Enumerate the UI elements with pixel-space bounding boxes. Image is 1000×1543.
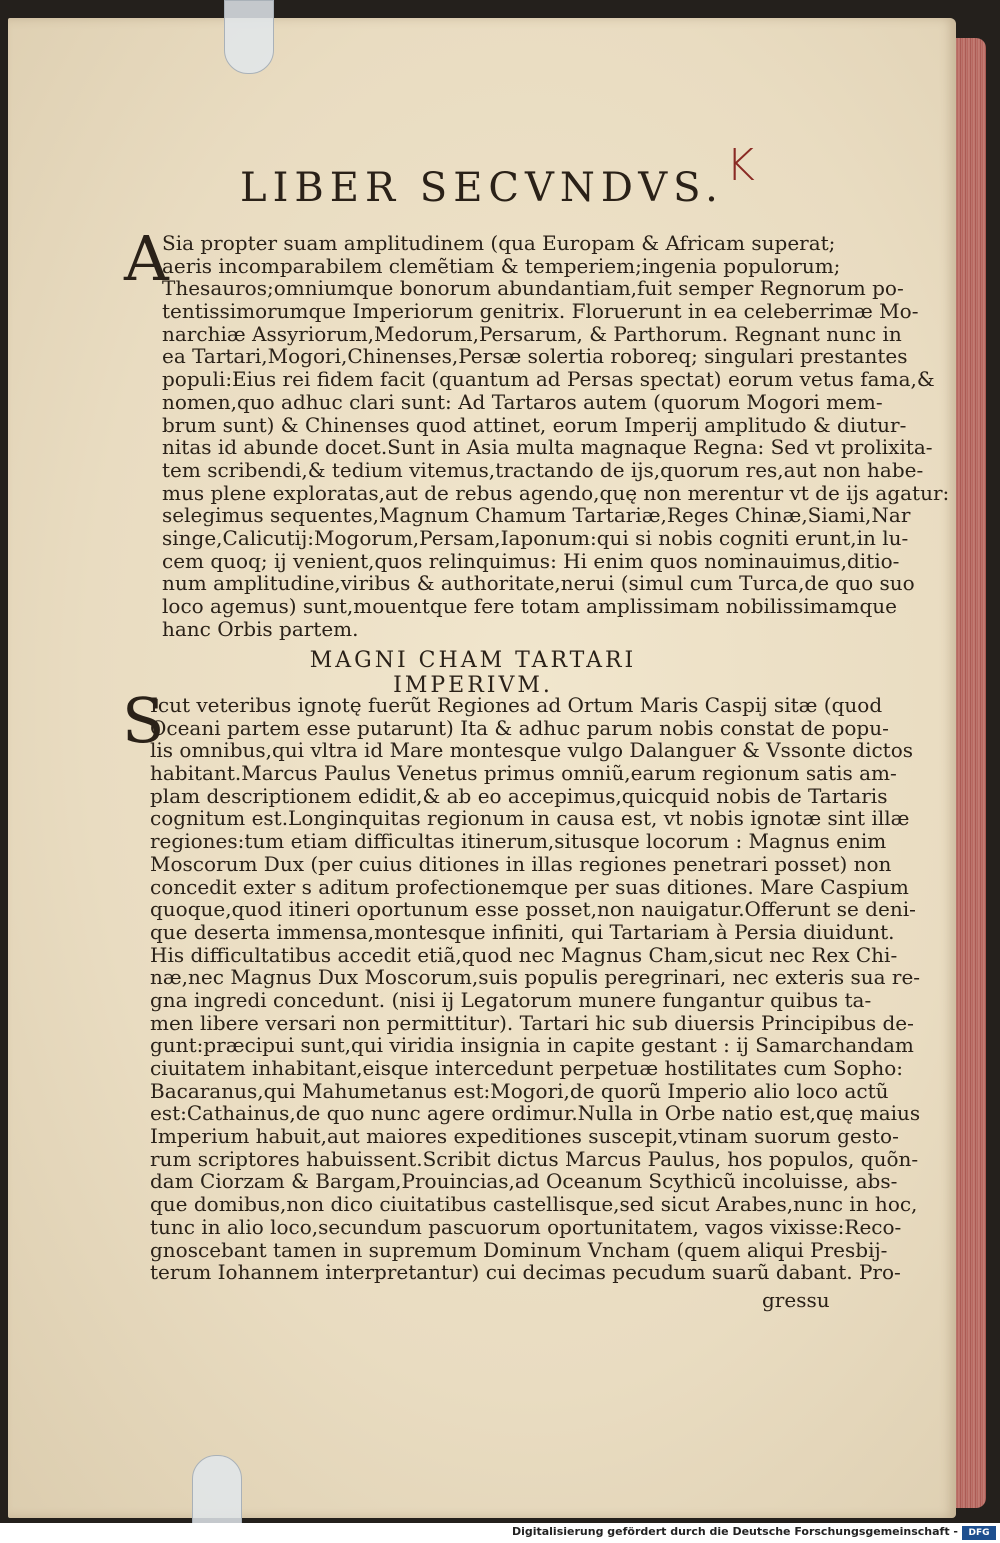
text-line: nomen,quo adhuc clari sunt: Ad Tartaros autem (quorum Mogori mem- xyxy=(162,389,883,414)
text-line: rum scriptores habuissent.Scribit dictus Marcus Paulus, hos populos, quõn- xyxy=(150,1146,919,1171)
text-line: narchiæ Assyriorum,Medorum,Persarum, & Parthorum. Regnant nunc in xyxy=(162,321,902,346)
text-line: nitas id abunde docet.Sunt in Asia multa magnaque Regna: Sed vt prolixita- xyxy=(162,435,933,460)
text-line: populi:Eius rei fidem facit (quantum ad Persas spectat) eorum vetus fama,& xyxy=(162,367,935,392)
text-line: habitant.Marcus Paulus Venetus primus omniũ,earum regionum satis am- xyxy=(150,761,897,786)
text-line: tentissimorumque Imperiorum genitrix. Floruerunt in ea celeberrimæ Mo- xyxy=(162,299,919,324)
chapter-title: LIBER SECVNDVS. xyxy=(240,165,724,211)
text-line: que deserta immensa,montesque infiniti, qui Tartariam à Persia diuidunt. xyxy=(150,919,895,944)
text-line: que domibus,non dico ciuitatibus castellisque,sed sicut Arabes,nunc in hoc, xyxy=(150,1192,918,1217)
text-line: terum Iohannem interpretantur) cui decimas pecudum suarũ dabant. Pro- xyxy=(150,1260,901,1285)
drop-cap-initial: A xyxy=(124,222,169,295)
text-line: Bacaranus,qui Mahumetanus est:Mogori,de quorũ Imperio alio loco actũ xyxy=(150,1078,889,1103)
text-line: Oceani partem esse putarunt) Ita & adhuc parum nobis constat de popu- xyxy=(150,715,889,740)
section-heading: MAGNI CHAM TARTARI IMPERIVM. xyxy=(309,648,637,698)
text-line: ciuitatem inhabitant,eisque intercedunt perpetuæ hostilitates cum Sopho: xyxy=(150,1056,904,1080)
footer-bar xyxy=(0,1523,1000,1543)
text-line: gna ingredi concedunt. (nisi ij Legatorum munere fungantur quibus ta- xyxy=(150,987,872,1012)
text-line: loco agemus) sunt,mouentque fere totam amplissimam nobilissimamque xyxy=(162,594,897,618)
text-line: Sia propter suam amplitudinem (qua Europam & Africam superat; xyxy=(162,231,836,255)
footer-credit: Digitalisierung gefördert durch die Deutsche Forschungsgemeinschaft - xyxy=(511,1525,958,1538)
page-edge-red xyxy=(952,38,986,1508)
paragraph-2 xyxy=(122,693,921,1285)
handwritten-annotation: K xyxy=(726,140,755,191)
text-line: ea Tartari,Mogori,Chinenses,Persæ solertia roboreq; singulari prestantes xyxy=(162,344,908,369)
dfg-logo: DFG xyxy=(962,1526,996,1540)
text-line: cognitum est.Longinquitas regionum in causa est, vt nobis ignotæ sint illæ xyxy=(150,806,910,831)
text-line: men libere versari non permittitur). Tartari hic sub diuersis Principibus de- xyxy=(150,1010,914,1035)
text-line: dam Ciorzam & Bargam,Prouincias,ad Oceanum Scythicũ incoluisse, abs- xyxy=(150,1169,898,1194)
paragraph-1 xyxy=(122,231,950,641)
text-line: hanc Orbis partem. xyxy=(162,616,359,641)
text-line: cem quoq; ij venient,quos relinquimus: Hi enim quos nominauimus,ditio- xyxy=(162,548,900,573)
page-clip-top xyxy=(224,0,274,74)
text-line: aeris incomparabilem clemẽtiam & temperiem;ingenia populorum; xyxy=(162,253,841,278)
text-line: gnoscebant tamen in supremum Dominum Vncham (quem aliqui Presbij- xyxy=(150,1237,888,1262)
text-line: His difficultatibus accedit etiã,quod nec Magnus Cham,sicut nec Rex Chi- xyxy=(150,942,898,967)
text-line: Icut veteribus ignotę fuerũt Regiones ad Ortum Maris Caspij sitæ (quod xyxy=(150,693,883,717)
text-line: næ,nec Magnus Dux Moscorum,suis populis peregrinari, nec exteris sua re- xyxy=(150,965,921,990)
text-line: regiones:tum etiam difficultas itinerum,situsque locorum : Magnus enim xyxy=(150,829,887,854)
catchword: gressu xyxy=(762,1288,830,1312)
text-line: tem scribendi,& tedium vitemus,tractando de ijs,quorum res,aut non habe- xyxy=(162,457,924,482)
text-line: Thesauros;omniumque bonorum abundantiam,fuit semper Regnorum po- xyxy=(162,276,904,301)
text-line: tunc in alio loco,secundum pascuorum oportunitatem, vagos vixisse:Reco- xyxy=(150,1214,902,1239)
text-line: Moscorum Dux (per cuius ditiones in illas regiones penetrari posset) non xyxy=(150,851,892,876)
text-line: quoque,quod itineri oportunum esse posset,non nauigatur.Offerunt se deni- xyxy=(150,897,916,922)
text-line: est:Cathainus,de quo nunc agere ordimur.Nulla in Orbe natio est,quę maius xyxy=(150,1101,921,1126)
text-line: gunt:præcipui sunt,qui viridia insignia in capite gestant : ij Samarchandam xyxy=(150,1033,914,1058)
text-line: concedit exter s aditum profectionemque per suas ditiones. Mare Caspium xyxy=(150,874,909,899)
text-line: num amplitudine,viribus & authoritate,nerui (simul cum Turca,de quo suo xyxy=(162,571,915,596)
text-line: mus plene exploratas,aut de rebus agendo,quę non merentur vt de ijs agatur: xyxy=(162,480,950,505)
text-line: selegimus sequentes,Magnum Chamum Tartariæ,Reges Chinæ,Siami,Nar xyxy=(162,503,911,528)
text-line: plam descriptionem edidit,& ab eo accepimus,quicquid nobis de Tartaris xyxy=(150,783,888,808)
text-line: lis omnibus,qui vltra id Mare montesque vulgo Dalanguer & Vssonte dictos xyxy=(150,738,914,763)
text-line: brum sunt) & Chinenses quod attinet, eorum Imperij amplitudo & diutur- xyxy=(162,412,907,437)
text-line: singe,Calicutij:Mogorum,Persam,Iaponum:qui si nobis cogniti erunt,in lu- xyxy=(162,525,909,550)
drop-cap-initial: S xyxy=(122,684,165,757)
text-line: Imperium habuit,aut maiores expeditiones suscepit,vtinam suorum gesto- xyxy=(150,1124,899,1149)
